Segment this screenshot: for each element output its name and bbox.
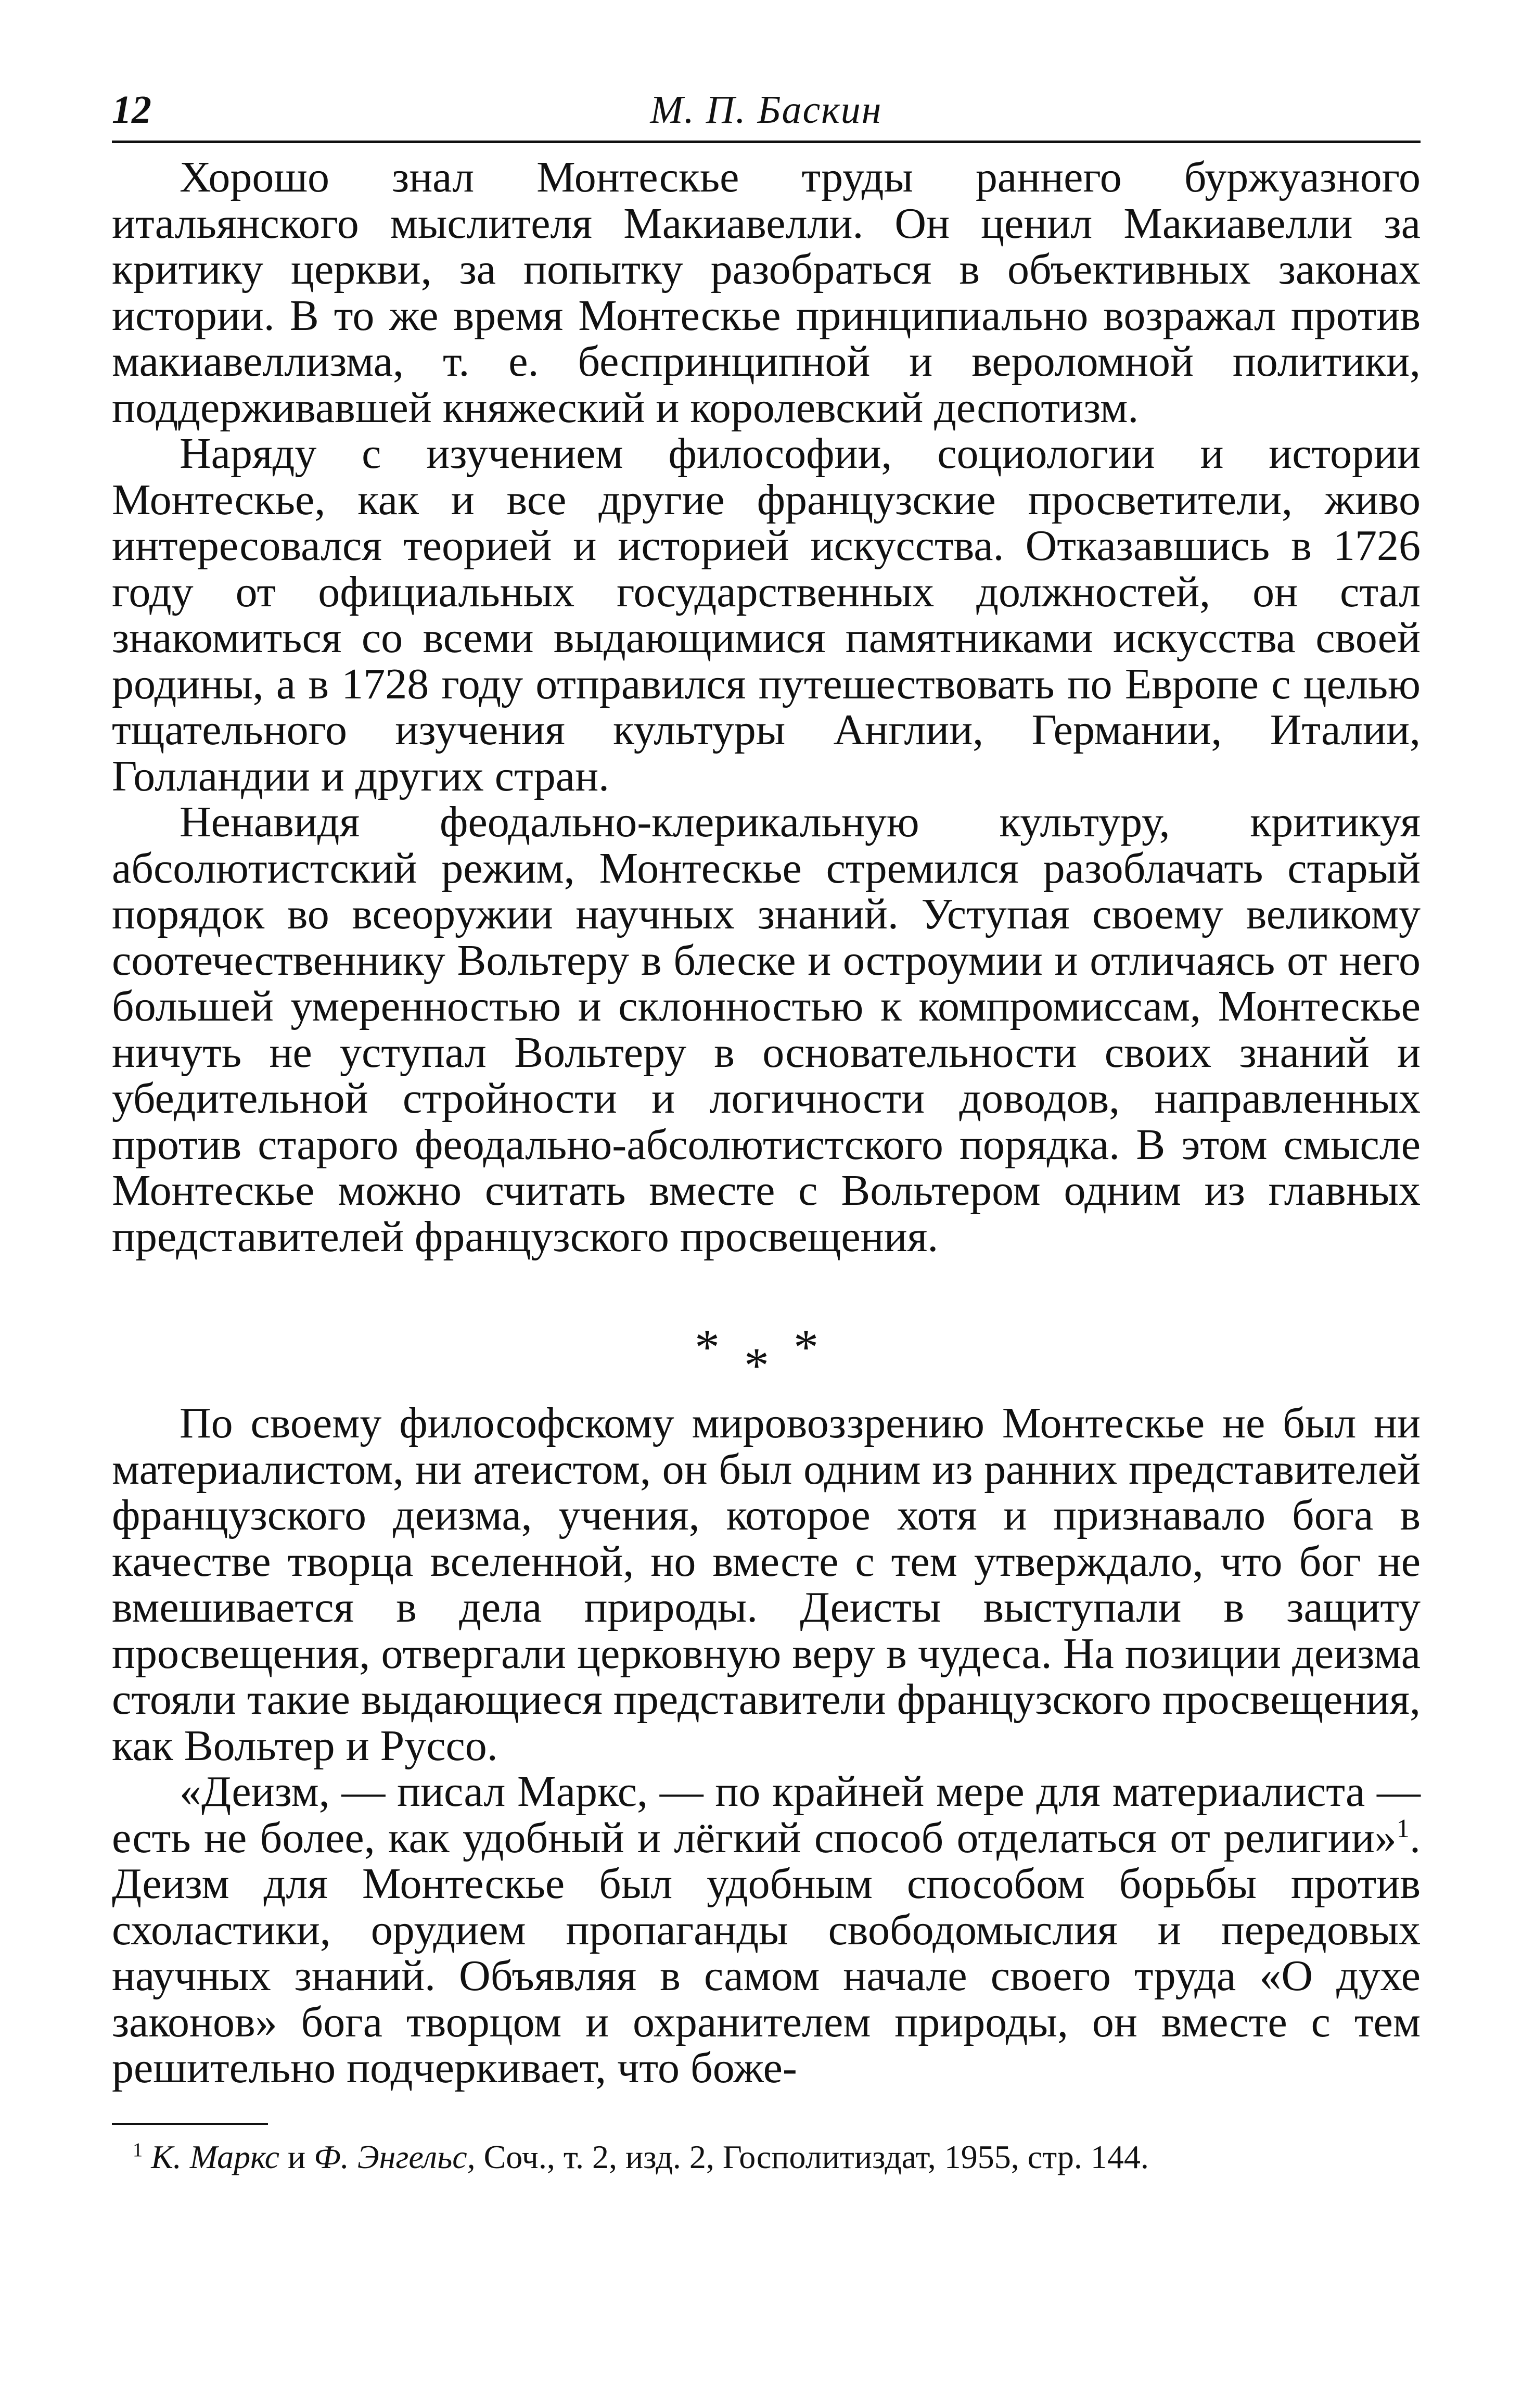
footnote-reference: 1 bbox=[1396, 1813, 1410, 1843]
marx-quote-continuation: . Деизм для Монтескье был удобным способом борьбы против схоластики, орудием пропаганды свободомыслия и передовых научных знаний. Объявляя в самом начале своего труда «О духе законов» бога творцом и охранителем природы, он вместе с тем решительно подчеркивает, что боже- bbox=[112, 1813, 1421, 2092]
marx-quote-text: «Деизм, — писал Маркс, — по крайней мере для материалиста — есть не более, как удобный и лёгкий способ отделаться от религии» bbox=[112, 1767, 1421, 1862]
running-title: М. П. Баскин bbox=[650, 88, 882, 132]
footnote bbox=[112, 2136, 1421, 2178]
asterisk-middle: * bbox=[744, 1337, 769, 1393]
footnote-author-engels: Ф. Энгельс, bbox=[314, 2138, 476, 2175]
paragraph-deism: По своему философскому мировоззрению Монтескье не был ни материалистом, ни атеистом, он был одним из ранних представителей французского деизма, учения, которое хотя и признавало бога в качестве творца вселенной, но вместе с тем утверждало, что бог не вмешивается в дела природы. Деисты выступали в защиту просвещения, отвергали церковную веру в чудеса. На позиции деизма стояли такие выдающиеся представители французского просвещения, как Вольтер и Руссо. bbox=[112, 1399, 1421, 1770]
asterisk-left: * bbox=[695, 1319, 720, 1375]
paragraph-art-interest: Наряду с изучением философии, социологии и истории Монтескье, как и все другие французские просветители, живо интересовался теорией и историей искусства. Отказавшись в 1726 году от официальных государственных должностей, он стал знакомиться со всеми выдающимися памятниками искусства своей родины, а в 1728 году отправился путешествовать по Европе с целью тщательного изучения культуры Англии, Германии, Италии, Голландии и других стран. bbox=[112, 429, 1421, 800]
footnote-rule bbox=[112, 2123, 268, 2125]
running-head bbox=[112, 83, 1421, 141]
footnote-author-marx: К. Маркс bbox=[151, 2138, 280, 2175]
asterism-divider bbox=[112, 1260, 1421, 1400]
book-page bbox=[112, 83, 1421, 2178]
paragraph-marx-quote bbox=[112, 1769, 1421, 2092]
footnote-citation: Соч., т. 2, изд. 2, Госполитиздат, 1955, стр. 144. bbox=[483, 2138, 1149, 2175]
paragraph-enlightenment: Ненавидя феодально-клерикальную культуру, критикуя абсолютистский режим, Монтескье стремился разоблачать старый порядок во всеоружии научных знаний. Уступая своему великому соотечественнику Вольтеру в блеске и остроумии и отличаясь от него большей умеренностью и склонностью к компромиссам, Монтескье ничуть не уступал Вольтеру в основательности своих знаний и убедительной стройности и логичности доводов, направленных против старого феодально-абсолютистского порядка. В этом смысле Монтескье можно считать вместе с Вольтером одним из главных представителей французского просвещения. bbox=[112, 798, 1421, 1261]
page-number: 12 bbox=[112, 88, 151, 132]
asterisk-right: * bbox=[794, 1319, 818, 1375]
footnote-marker: 1 bbox=[133, 2139, 143, 2161]
paragraph-machiavelli: Хорошо знал Монтескье труды раннего буржуазного итальянского мыслителя Макиавелли. Он ценил Макиавелли за критику церкви, за попытку разобраться в объективных законах истории. В то же время Монтескье принципиально возражал против макиавеллизма, т. е. беспринципной и вероломной политики, поддерживавшей княжеский и королевский деспотизм. bbox=[112, 153, 1421, 432]
header-rule bbox=[112, 141, 1421, 143]
footnote-conjunction: и bbox=[288, 2138, 306, 2175]
